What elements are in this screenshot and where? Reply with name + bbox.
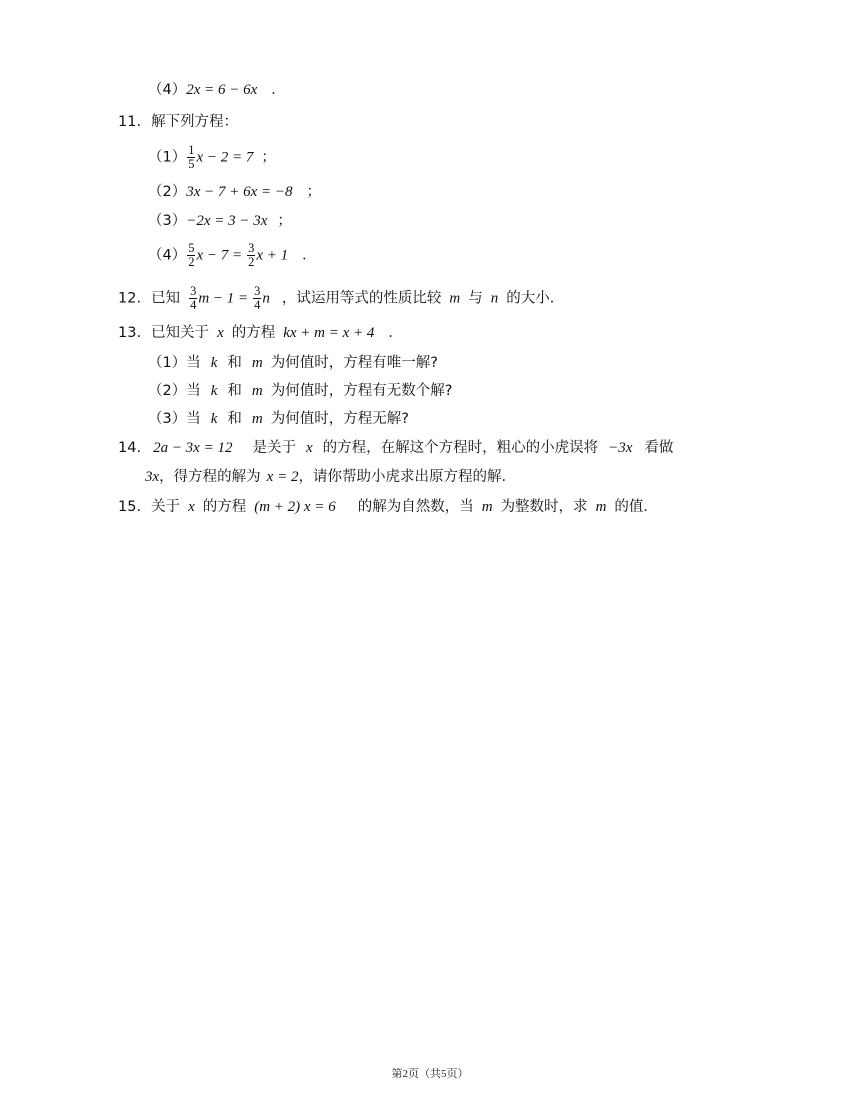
problem-text: ，请你帮助小虎求出原方程的解． (298, 469, 516, 485)
equation: −2x = 3 − 3x (186, 213, 268, 229)
variable: n (490, 290, 499, 307)
problem-text: ，得方程的解为 (159, 469, 261, 485)
part-label: （3）当 (148, 411, 201, 427)
fraction (247, 242, 255, 269)
variable: m (595, 499, 607, 515)
fraction (189, 285, 197, 312)
problem-11-part-3 (148, 211, 292, 231)
problem-12 (118, 285, 564, 312)
problem-11 (118, 112, 238, 132)
problem-text: 解下列方程： (151, 114, 239, 130)
numerator: 3 (254, 284, 261, 298)
equation: 3x − 7 + 6x = −8 (186, 184, 293, 200)
equation: 2a − 3x = 12 (153, 440, 233, 456)
part-label: （4） (148, 82, 187, 98)
equation: x = 2 (266, 469, 299, 485)
problem-text: 与 (468, 290, 483, 307)
problem-11-part-1 (148, 144, 276, 171)
problem-text: 的大小． (506, 290, 565, 307)
problem-number: 12. (118, 290, 142, 307)
equation: kx + m = x + 4 (283, 325, 375, 341)
problem-text: 和 (227, 411, 242, 427)
problem-text: 为整数时，求 (500, 499, 588, 515)
numerator: 3 (248, 241, 255, 255)
variable: x (305, 440, 313, 456)
problem-number: 15. (118, 499, 142, 515)
problem-number: 11. (118, 114, 142, 130)
problem-text: 看做 (644, 440, 674, 456)
problem-text: ，试运用等式的性质比较 (281, 290, 442, 307)
variable: m (251, 411, 263, 427)
problem-text: 为何值时，方程有唯一解? (270, 355, 438, 371)
variable: k (210, 355, 218, 371)
punctuation: ． (302, 247, 317, 264)
numerator: 5 (188, 241, 195, 255)
variable: k (210, 411, 218, 427)
equation: x − 2 = 7 (196, 149, 254, 166)
numerator: 3 (190, 284, 197, 298)
expression: 3x (145, 469, 160, 485)
denominator: 4 (190, 298, 197, 312)
problem-15 (118, 497, 658, 517)
fraction (253, 285, 261, 312)
problem-13-part-3 (148, 409, 409, 429)
problem-11-part-2 (148, 182, 321, 202)
problem-text: 为何值时，方程无解? (270, 411, 409, 427)
denominator: 2 (188, 255, 195, 269)
problem-13 (118, 323, 403, 343)
equation-part: x − 7 = (196, 247, 243, 264)
denominator: 2 (248, 255, 255, 269)
variable: m (251, 355, 263, 371)
problem-text: 是关于 (252, 440, 296, 456)
fraction (187, 242, 195, 269)
problem-text: 的值． (614, 499, 658, 515)
part-label: （4） (148, 247, 187, 264)
numerator: 1 (188, 143, 195, 157)
problem-14 (118, 438, 673, 458)
expression: −3x (608, 440, 633, 456)
problem-text: 关于 (151, 499, 181, 515)
punctuation: ； (306, 184, 322, 200)
problem-text: 和 (227, 355, 242, 371)
problem-number: 14. (118, 440, 142, 456)
problem-14-line-2 (145, 467, 516, 487)
punctuation: ． (271, 82, 286, 98)
variable: x (188, 499, 195, 515)
equation: (m + 2) x = 6 (254, 499, 336, 515)
part-label: （2） (148, 184, 187, 200)
fraction (187, 144, 195, 171)
part-label: （3） (148, 213, 187, 229)
problem-11-part-4 (148, 242, 317, 269)
problem-13-part-2 (148, 381, 452, 401)
equation: 2x = 6 − 6x (186, 82, 258, 98)
problem-text: 的解为自然数，当 (357, 499, 474, 515)
problem-text: 的方程 (202, 499, 247, 515)
part-label: （1）当 (148, 355, 201, 371)
problem-text: 为何值时，方程有无数个解? (270, 383, 453, 399)
variable: k (210, 383, 218, 399)
equation-part: x + 1 (256, 247, 289, 264)
part-label: （2）当 (148, 383, 201, 399)
part-label: （1） (148, 149, 187, 166)
variable: x (217, 325, 224, 341)
problem-text: 的方程 (231, 325, 276, 341)
problem-text: 已知关于 (151, 325, 210, 341)
problem-text: 的方程，在解这个方程时，粗心的小虎误将 (322, 440, 599, 456)
problem-number: 13. (118, 325, 142, 341)
variable: m (449, 290, 461, 307)
punctuation: ； (277, 213, 292, 229)
variable: m (481, 499, 493, 515)
problem-text: 已知 (151, 290, 181, 307)
denominator: 5 (188, 157, 195, 171)
equation-part: n (262, 290, 270, 307)
punctuation: ； (261, 149, 276, 166)
problem-text: 和 (227, 383, 242, 399)
page-footer: 第2页（共5页） (391, 1068, 469, 1080)
equation-part: m − 1 = (198, 290, 249, 307)
problem-10-part-4 (148, 80, 286, 100)
punctuation: ． (388, 325, 403, 341)
problem-13-part-1 (148, 353, 438, 373)
denominator: 4 (254, 298, 261, 312)
variable: m (251, 383, 263, 399)
